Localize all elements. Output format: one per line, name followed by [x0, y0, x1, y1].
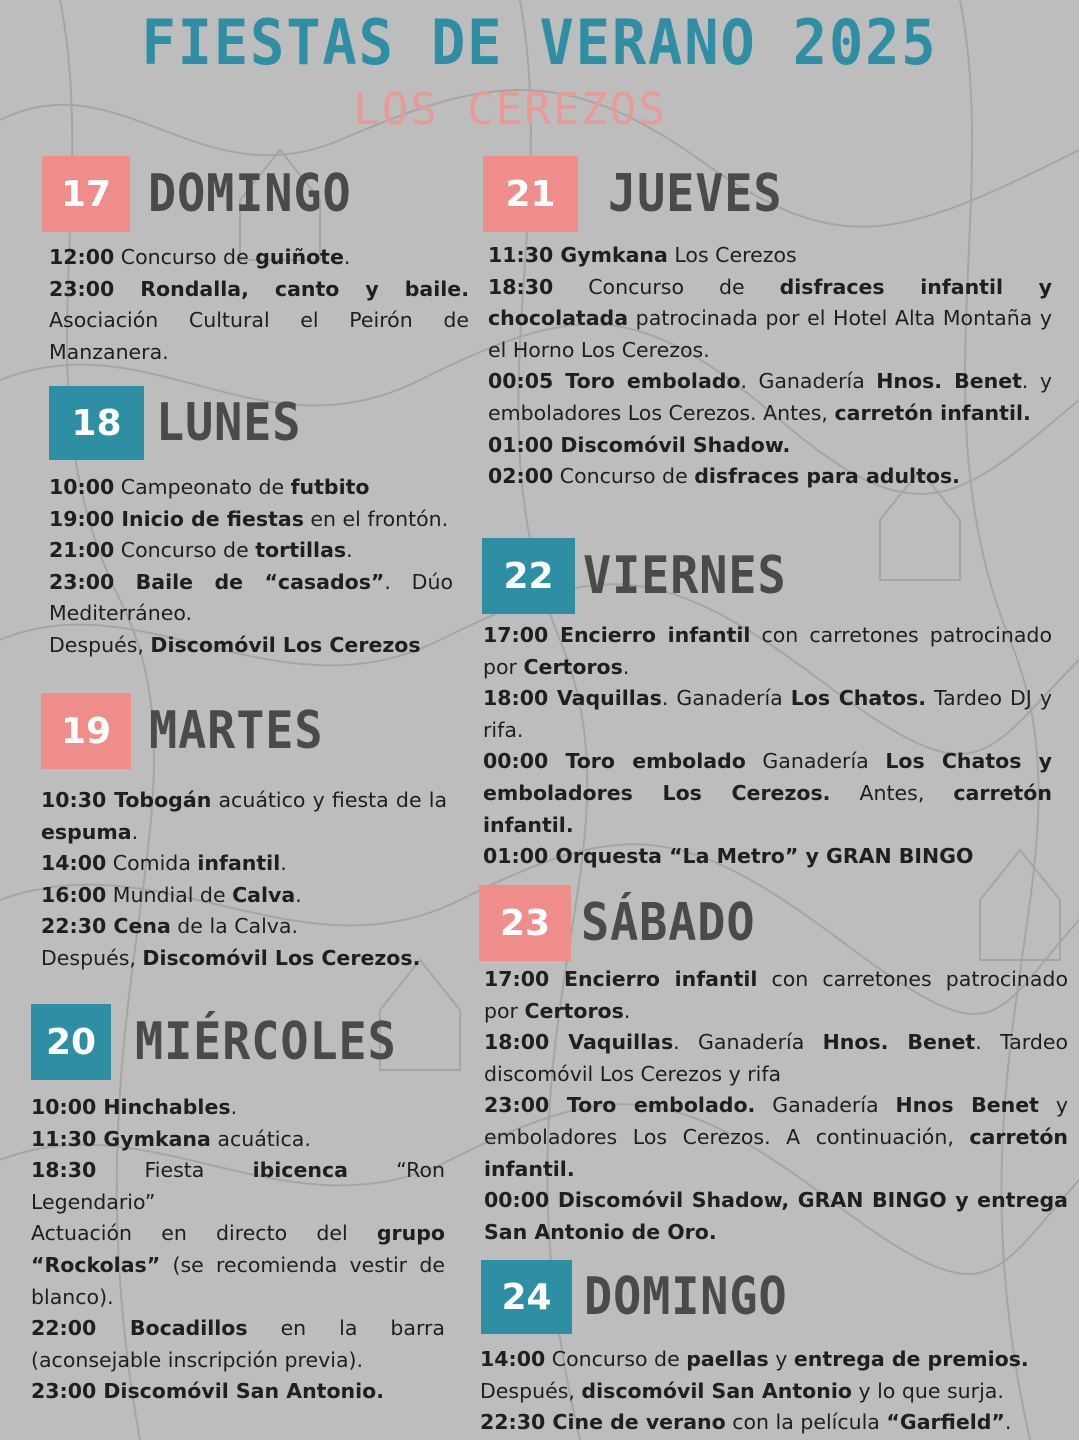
events-day-21 [488, 240, 1052, 493]
event-item: 22:30 Cena de la Calva. [41, 914, 298, 939]
day-number-badge: 22 [482, 538, 575, 614]
day-header-23 [479, 885, 775, 961]
events-day-24 [480, 1344, 1060, 1439]
event-item: 16:00 Mundial de Calva. [41, 882, 302, 907]
event-item: 23:00 Discomóvil San Antonio. [31, 1379, 385, 1404]
day-name: VIERNES [583, 546, 787, 606]
events-day-22 [483, 620, 1052, 873]
event-item: 23:00 Toro embolado. Ganadería Hnos Benet y emboladores Los Cerezos. A continuación, carretón infantil. [484, 1093, 1068, 1181]
day-number-badge: 17 [42, 156, 130, 232]
event-item: 18:00 Vaquillas. Ganadería Los Chatos. Tardeo DJ y rifa. [483, 686, 1052, 742]
event-item: Después, Discomóvil Los Cerezos. [41, 945, 421, 970]
day-number-badge: 23 [479, 885, 571, 961]
day-number-badge: 19 [41, 693, 131, 769]
event-item: 23:00 Rondalla, canto y baile. Asociación Cultural el Peirón de Manzanera. [49, 276, 469, 364]
day-header-21 [483, 156, 802, 232]
poster-subtitle: LOS CEREZOS [353, 84, 667, 135]
event-item: 14:00 Comida infantil. [41, 851, 287, 876]
day-number-badge: 20 [31, 1004, 111, 1080]
event-item: Actuación en directo del grupo “Rockolas” (se recomienda vestir de blanco). [31, 1221, 445, 1309]
event-item: 02:00 Concurso de disfraces para adultos. [488, 464, 960, 489]
events-day-20 [31, 1092, 445, 1408]
event-item: 10:00 Campeonato de futbito [49, 475, 370, 499]
event-item: Después, discomóvil San Antonio y lo que surja. [480, 1378, 1004, 1403]
events-day-19 [41, 785, 447, 975]
day-name: LUNES [156, 393, 302, 453]
event-item: 14:00 Concurso de paellas y entrega de premios. [480, 1347, 1029, 1371]
events-day-17 [49, 242, 469, 368]
day-name: DOMINGO [584, 1267, 788, 1327]
event-item: 17:00 Encierro infantil con carretones patrocinado por Certoros. [483, 623, 1052, 679]
day-name: SÁBADO [581, 893, 756, 953]
event-item: 00:05 Toro embolado. Ganadería Hnos. Benet. y emboladores Los Cerezos. Antes, carretón infantil. [488, 369, 1052, 425]
event-item: 00:00 Toro embolado Ganadería Los Chatos y emboladores Los Cerezos. Antes, carretón infantil. [483, 749, 1052, 837]
event-item: 11:30 Gymkana acuática. [31, 1126, 311, 1151]
day-header-20 [31, 1004, 426, 1080]
day-header-18 [49, 386, 318, 460]
event-item: 19:00 Inicio de fiestas en el frontón. [49, 506, 449, 531]
events-day-23 [484, 964, 1068, 1248]
day-number-badge: 24 [481, 1260, 572, 1334]
event-item: 10:30 Tobogán acuático y fiesta de la espuma. [41, 788, 448, 844]
event-item: 22:00 Bocadillos en la barra (aconsejable inscripción previa). [31, 1316, 445, 1372]
day-number-badge: 21 [483, 156, 578, 232]
event-item: 10:00 Hinchables. [31, 1095, 238, 1119]
day-header-19 [41, 693, 343, 769]
event-item: 21:00 Concurso de tortillas. [49, 538, 353, 563]
day-header-22 [482, 538, 809, 614]
event-item: 18:00 Vaquillas. Ganadería Hnos. Benet. Tardeo discomóvil Los Cerezos y rifa [484, 1030, 1068, 1086]
event-item: 00:00 Discomóvil Shadow, GRAN BINGO y entrega San Antonio de Oro. [484, 1188, 1068, 1244]
day-name: DOMINGO [148, 164, 352, 224]
day-header-24 [481, 1260, 810, 1334]
day-name: MARTES [149, 701, 324, 761]
day-number-badge: 18 [49, 386, 144, 460]
day-name: JUEVES [608, 164, 783, 224]
event-item: 01:00 Orquesta “La Metro” y GRAN BINGO [483, 844, 974, 869]
event-item: 01:00 Discomóvil Shadow. [488, 432, 791, 457]
events-day-18 [49, 472, 453, 662]
day-header-17 [42, 156, 374, 232]
event-item: Después, Discomóvil Los Cerezos [49, 632, 421, 657]
event-item: 22:30 Cine de verano con la película “Garfield”. [480, 1410, 1012, 1435]
day-name: MIÉRCOLES [135, 1012, 397, 1072]
event-item: 12:00 Concurso de guiñote. [49, 245, 351, 269]
poster-title: FIESTAS DE VERANO 2025 [141, 6, 938, 79]
event-item: 17:00 Encierro infantil con carretones patrocinado por Certoros. [484, 967, 1068, 1023]
event-item: 18:30 Concurso de disfraces infantil y chocolatada patrocinada por el Hotel Alta Montaña y el Horno Los Cerezos. [488, 274, 1052, 362]
event-item: 18:30 Fiesta ibicenca “Ron Legendario” [31, 1158, 445, 1214]
event-item: 11:30 Gymkana Los Cerezos [488, 243, 797, 267]
event-item: 23:00 Baile de “casados”. Dúo Mediterráneo. [49, 569, 453, 626]
